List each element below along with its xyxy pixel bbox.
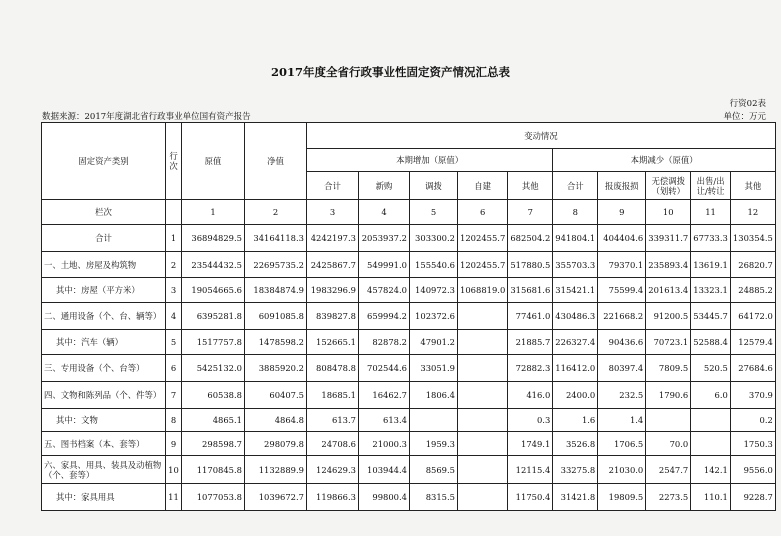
value-cell: 33051.9 bbox=[410, 355, 458, 382]
value-cell bbox=[458, 484, 508, 511]
value-cell: 303300.2 bbox=[410, 225, 458, 252]
value-cell: 34164118.3 bbox=[245, 225, 307, 252]
value-cell: 24708.6 bbox=[307, 432, 359, 456]
row-number: 10 bbox=[166, 456, 182, 484]
header-decrease: 本期减少（原值） bbox=[553, 149, 776, 172]
column-index-cell: 2 bbox=[245, 200, 307, 225]
value-cell: 53445.7 bbox=[691, 303, 731, 330]
value-cell: 1068819.0 bbox=[458, 278, 508, 303]
value-cell: 235893.4 bbox=[646, 252, 691, 278]
table-row bbox=[42, 484, 776, 511]
value-cell: 116412.0 bbox=[553, 355, 598, 382]
row-label: 一、土地、房屋及构筑物 bbox=[42, 252, 166, 278]
value-cell: 70.0 bbox=[646, 432, 691, 456]
row-number: 4 bbox=[166, 303, 182, 330]
value-cell: 21000.3 bbox=[359, 432, 410, 456]
value-cell: 9556.0 bbox=[730, 456, 775, 484]
value-cell: 4864.8 bbox=[245, 409, 307, 432]
value-cell bbox=[410, 409, 458, 432]
value-cell: 839827.8 bbox=[307, 303, 359, 330]
table-row bbox=[42, 382, 776, 409]
value-cell: 1790.6 bbox=[646, 382, 691, 409]
value-cell: 339311.7 bbox=[646, 225, 691, 252]
table-row bbox=[42, 330, 776, 355]
table-row bbox=[42, 278, 776, 303]
value-cell: 12115.4 bbox=[508, 456, 553, 484]
value-cell: 18384874.9 bbox=[245, 278, 307, 303]
value-cell: 12579.4 bbox=[730, 330, 775, 355]
value-cell: 1077053.8 bbox=[182, 484, 245, 511]
value-cell: 1202455.7 bbox=[458, 225, 508, 252]
table-row bbox=[42, 252, 776, 278]
value-cell bbox=[646, 409, 691, 432]
header-category: 固定资产类别 bbox=[42, 123, 166, 200]
value-cell: 2273.5 bbox=[646, 484, 691, 511]
value-cell: 75599.4 bbox=[598, 278, 646, 303]
report-title: 2017年度全省行政事业性固定资产情况汇总表 bbox=[270, 65, 510, 79]
value-cell: 613.7 bbox=[307, 409, 359, 432]
value-cell: 18685.1 bbox=[307, 382, 359, 409]
value-cell: 370.9 bbox=[730, 382, 775, 409]
value-cell: 1170845.8 bbox=[182, 456, 245, 484]
row-label: 合计 bbox=[42, 225, 166, 252]
value-cell: 64172.0 bbox=[730, 303, 775, 330]
value-cell: 298079.8 bbox=[245, 432, 307, 456]
data-source: 数据来源：2017年度湖北省行政事业单位国有资产报告 bbox=[42, 112, 251, 122]
value-cell: 520.5 bbox=[691, 355, 731, 382]
value-cell: 26820.7 bbox=[730, 252, 775, 278]
header-inc-col: 新购 bbox=[359, 172, 410, 200]
row-number: 2 bbox=[166, 252, 182, 278]
value-cell: 103944.4 bbox=[359, 456, 410, 484]
row-label: 其中：文物 bbox=[42, 409, 166, 432]
header-original: 原值 bbox=[182, 123, 245, 200]
value-cell: 21030.0 bbox=[598, 456, 646, 484]
header-change: 变动情况 bbox=[307, 123, 776, 149]
row-label: 五、图书档案（本、套等） bbox=[42, 432, 166, 456]
value-cell: 1478598.2 bbox=[245, 330, 307, 355]
row-label: 三、专用设备（个、台等） bbox=[42, 355, 166, 382]
column-index-cell: 4 bbox=[359, 200, 410, 225]
row-number: 3 bbox=[166, 278, 182, 303]
header-inc-col: 其他 bbox=[508, 172, 553, 200]
value-cell: 1749.1 bbox=[508, 432, 553, 456]
value-cell: 1.4 bbox=[598, 409, 646, 432]
header-dec-col: 其他 bbox=[730, 172, 775, 200]
value-cell bbox=[458, 409, 508, 432]
value-cell: 67733.3 bbox=[691, 225, 731, 252]
table-row bbox=[42, 409, 776, 432]
value-cell: 702544.6 bbox=[359, 355, 410, 382]
value-cell: 70723.1 bbox=[646, 330, 691, 355]
column-index-cell: 7 bbox=[508, 200, 553, 225]
column-index-cell: 10 bbox=[646, 200, 691, 225]
value-cell: 682504.2 bbox=[508, 225, 553, 252]
value-cell: 0.2 bbox=[730, 409, 775, 432]
value-cell: 6395281.8 bbox=[182, 303, 245, 330]
value-cell: 1806.4 bbox=[410, 382, 458, 409]
value-cell: 27684.6 bbox=[730, 355, 775, 382]
row-label: 二、通用设备（个、台、辆等） bbox=[42, 303, 166, 330]
value-cell: 3526.8 bbox=[553, 432, 598, 456]
value-cell: 13619.1 bbox=[691, 252, 731, 278]
value-cell: 91200.5 bbox=[646, 303, 691, 330]
value-cell: 0.3 bbox=[508, 409, 553, 432]
value-cell: 1039672.7 bbox=[245, 484, 307, 511]
value-cell bbox=[458, 355, 508, 382]
value-cell: 4242197.3 bbox=[307, 225, 359, 252]
value-cell: 8569.5 bbox=[410, 456, 458, 484]
header-row-no: 行次 bbox=[166, 123, 182, 200]
header-increase: 本期增加（原值） bbox=[307, 149, 553, 172]
row-number: 9 bbox=[166, 432, 182, 456]
row-number: 6 bbox=[166, 355, 182, 382]
table-body bbox=[42, 225, 776, 511]
value-cell: 941804.1 bbox=[553, 225, 598, 252]
value-cell: 1202455.7 bbox=[458, 252, 508, 278]
value-cell: 155540.6 bbox=[410, 252, 458, 278]
table-row bbox=[42, 225, 776, 252]
row-label: 其中：家具用具 bbox=[42, 484, 166, 511]
value-cell: 13323.1 bbox=[691, 278, 731, 303]
value-cell: 4865.1 bbox=[182, 409, 245, 432]
value-cell: 549991.0 bbox=[359, 252, 410, 278]
value-cell: 23544432.5 bbox=[182, 252, 245, 278]
value-cell: 9228.7 bbox=[730, 484, 775, 511]
value-cell: 79370.1 bbox=[598, 252, 646, 278]
value-cell: 33275.8 bbox=[553, 456, 598, 484]
value-cell: 140972.3 bbox=[410, 278, 458, 303]
column-index-label: 栏次 bbox=[42, 200, 166, 225]
value-cell: 7809.5 bbox=[646, 355, 691, 382]
unit-label: 单位：万元 bbox=[723, 112, 766, 122]
value-cell bbox=[458, 330, 508, 355]
value-cell: 430486.3 bbox=[553, 303, 598, 330]
value-cell: 119866.3 bbox=[307, 484, 359, 511]
value-cell: 221668.2 bbox=[598, 303, 646, 330]
value-cell: 201613.4 bbox=[646, 278, 691, 303]
value-cell: 82878.2 bbox=[359, 330, 410, 355]
value-cell: 60538.8 bbox=[182, 382, 245, 409]
value-cell: 5425132.0 bbox=[182, 355, 245, 382]
value-cell bbox=[458, 303, 508, 330]
value-cell: 31421.8 bbox=[553, 484, 598, 511]
value-cell: 3885920.2 bbox=[245, 355, 307, 382]
value-cell: 355703.3 bbox=[553, 252, 598, 278]
value-cell: 60407.5 bbox=[245, 382, 307, 409]
column-index-cell: 5 bbox=[410, 200, 458, 225]
value-cell: 298598.7 bbox=[182, 432, 245, 456]
row-number: 7 bbox=[166, 382, 182, 409]
value-cell: 404404.6 bbox=[598, 225, 646, 252]
header-dec-col: 合计 bbox=[553, 172, 598, 200]
value-cell: 315421.1 bbox=[553, 278, 598, 303]
row-label: 其中：汽车（辆） bbox=[42, 330, 166, 355]
value-cell: 1.6 bbox=[553, 409, 598, 432]
table-row bbox=[42, 355, 776, 382]
value-cell: 19054665.6 bbox=[182, 278, 245, 303]
header-dec-col: 报废报损 bbox=[598, 172, 646, 200]
value-cell: 36894829.5 bbox=[182, 225, 245, 252]
value-cell: 72882.3 bbox=[508, 355, 553, 382]
value-cell: 19809.5 bbox=[598, 484, 646, 511]
value-cell: 1517757.8 bbox=[182, 330, 245, 355]
value-cell: 6091085.8 bbox=[245, 303, 307, 330]
value-cell: 52588.4 bbox=[691, 330, 731, 355]
value-cell: 1132889.9 bbox=[245, 456, 307, 484]
value-cell: 1750.3 bbox=[730, 432, 775, 456]
row-number: 11 bbox=[166, 484, 182, 511]
value-cell bbox=[691, 432, 731, 456]
value-cell: 90436.6 bbox=[598, 330, 646, 355]
value-cell: 2400.0 bbox=[553, 382, 598, 409]
value-cell: 16462.7 bbox=[359, 382, 410, 409]
value-cell: 8315.5 bbox=[410, 484, 458, 511]
value-cell: 232.5 bbox=[598, 382, 646, 409]
table-row bbox=[42, 456, 776, 484]
summary-table bbox=[41, 122, 776, 511]
value-cell: 6.0 bbox=[691, 382, 731, 409]
value-cell: 22695735.2 bbox=[245, 252, 307, 278]
table-code: 行资02表 bbox=[729, 99, 766, 109]
row-number: 8 bbox=[166, 409, 182, 432]
value-cell: 613.4 bbox=[359, 409, 410, 432]
value-cell: 2053937.2 bbox=[359, 225, 410, 252]
value-cell: 130354.5 bbox=[730, 225, 775, 252]
value-cell: 47901.2 bbox=[410, 330, 458, 355]
value-cell: 1959.3 bbox=[410, 432, 458, 456]
header-inc-col: 调拨 bbox=[410, 172, 458, 200]
value-cell: 77461.0 bbox=[508, 303, 553, 330]
value-cell: 1983296.9 bbox=[307, 278, 359, 303]
value-cell bbox=[458, 432, 508, 456]
value-cell: 2425867.7 bbox=[307, 252, 359, 278]
table-row bbox=[42, 303, 776, 330]
column-index-cell: 8 bbox=[553, 200, 598, 225]
value-cell bbox=[691, 409, 731, 432]
column-index-cell: 3 bbox=[307, 200, 359, 225]
value-cell: 808478.8 bbox=[307, 355, 359, 382]
value-cell: 11750.4 bbox=[508, 484, 553, 511]
value-cell: 142.1 bbox=[691, 456, 731, 484]
value-cell: 659994.2 bbox=[359, 303, 410, 330]
value-cell: 99800.4 bbox=[359, 484, 410, 511]
value-cell: 21885.7 bbox=[508, 330, 553, 355]
value-cell: 110.1 bbox=[691, 484, 731, 511]
column-index-cell: 9 bbox=[598, 200, 646, 225]
value-cell: 24885.2 bbox=[730, 278, 775, 303]
value-cell: 457824.0 bbox=[359, 278, 410, 303]
row-label: 六、家具、用具、装具及动植物（个、套等） bbox=[42, 456, 166, 484]
value-cell: 315681.6 bbox=[508, 278, 553, 303]
value-cell: 226327.4 bbox=[553, 330, 598, 355]
row-number: 1 bbox=[166, 225, 182, 252]
value-cell: 124629.3 bbox=[307, 456, 359, 484]
value-cell: 80397.4 bbox=[598, 355, 646, 382]
header-inc-col: 合计 bbox=[307, 172, 359, 200]
column-index-cell: 11 bbox=[691, 200, 731, 225]
column-index-cell: 1 bbox=[182, 200, 245, 225]
value-cell: 416.0 bbox=[508, 382, 553, 409]
value-cell: 517880.5 bbox=[508, 252, 553, 278]
column-index-row bbox=[42, 200, 776, 225]
row-number: 5 bbox=[166, 330, 182, 355]
header-net: 净值 bbox=[245, 123, 307, 200]
column-index-cell: 12 bbox=[730, 200, 775, 225]
value-cell: 152665.1 bbox=[307, 330, 359, 355]
header-dec-col: 出售/出让/转让 bbox=[691, 172, 731, 200]
value-cell: 2547.7 bbox=[646, 456, 691, 484]
value-cell: 1706.5 bbox=[598, 432, 646, 456]
row-label: 四、文物和陈列品（个、件等） bbox=[42, 382, 166, 409]
column-index-cell: 6 bbox=[458, 200, 508, 225]
value-cell: 102372.6 bbox=[410, 303, 458, 330]
value-cell bbox=[458, 456, 508, 484]
header-dec-col: 无偿调拨（划转） bbox=[646, 172, 691, 200]
row-label: 其中：房屋（平方米） bbox=[42, 278, 166, 303]
value-cell bbox=[458, 382, 508, 409]
table-row bbox=[42, 432, 776, 456]
header-inc-col: 自建 bbox=[458, 172, 508, 200]
